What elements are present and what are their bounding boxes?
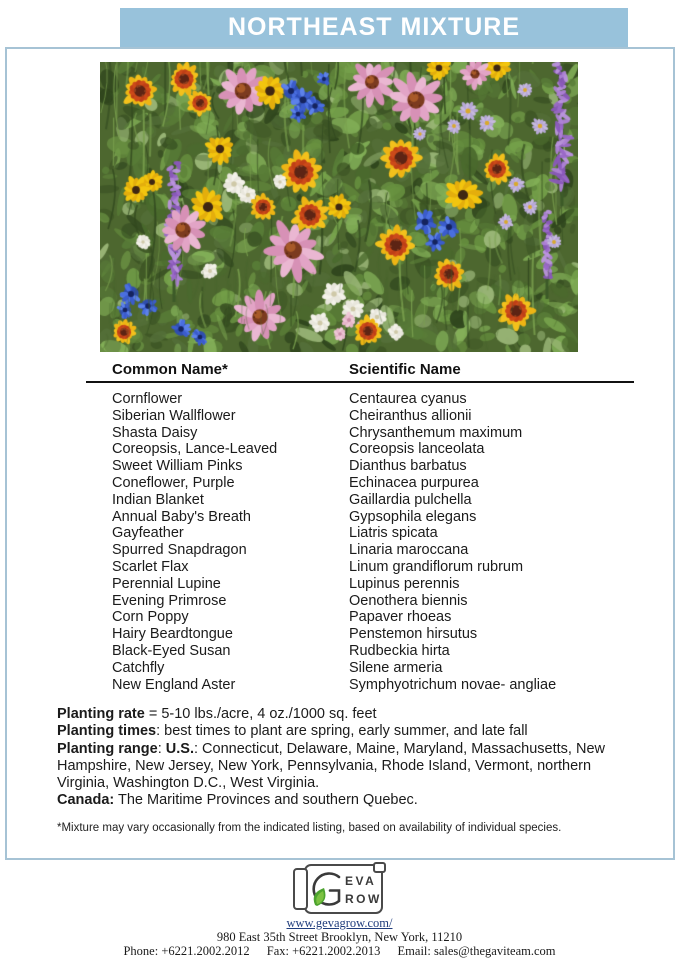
table-row — [112, 677, 637, 694]
common-name-cell: Spurred Snapdragon — [112, 542, 247, 559]
disclaimer-note: *Mixture may vary occasionally from the indicated listing, based on availability of individual species. — [57, 822, 562, 834]
table-row — [112, 643, 637, 660]
table-row — [112, 559, 637, 576]
common-name-cell: Black-Eyed Susan — [112, 642, 231, 659]
planting-line: Canada: The Maritime Provinces and southern Quebec. — [57, 792, 418, 809]
logo-carton-icon — [284, 860, 396, 918]
planting-line: Planting times: best times to plant are spring, early summer, and late fall — [57, 723, 528, 740]
table-row — [112, 626, 637, 643]
common-name-cell: Cornflower — [112, 391, 183, 407]
fax-text: Fax: +6221.2002.2013 — [266, 944, 381, 958]
table-row — [112, 408, 637, 425]
common-name-cell: Coreopsis, Lance-Leaved — [112, 441, 278, 458]
scientific-name-cell: Linaria maroccana — [349, 542, 469, 559]
scientific-name-cell: Oenothera biennis — [349, 592, 468, 609]
table-row — [112, 441, 637, 458]
common-name-cell: New England Aster — [112, 676, 236, 693]
planting-line: Planting rate = 5-10 lbs./acre, 4 oz./1000 sq. feet — [57, 706, 377, 722]
common-name-cell: Annual Baby's Breath — [112, 508, 251, 525]
table-row — [112, 492, 637, 509]
scientific-name-cell: Gypsophila elegans — [349, 508, 477, 525]
common-name-cell: Coneflower, Purple — [112, 474, 235, 491]
table-row — [112, 458, 637, 475]
table-row — [112, 425, 637, 442]
common-name-cell: Perennial Lupine — [112, 575, 221, 592]
scientific-name-cell: Linum grandiflorum rubrum — [349, 558, 524, 575]
address-line: 980 East 35th Street Brooklyn, New York, 11210 — [216, 930, 463, 944]
scientific-name-cell: Echinacea purpurea — [349, 474, 479, 491]
website-link[interactable]: www.gevagrow.com/ — [286, 916, 393, 930]
table-header-scientific-name: Scientific Name — [349, 361, 461, 378]
common-name-cell: Shasta Daisy — [112, 424, 198, 441]
common-name-cell: Hairy Beardtongue — [112, 626, 233, 643]
table-row — [112, 609, 637, 626]
scientific-name-cell: Silene armeria — [349, 659, 443, 676]
scientific-name-cell: Gaillardia pulchella — [349, 491, 472, 508]
scientific-name-cell: Penstemon hirsutus — [349, 626, 478, 643]
table-row — [112, 509, 637, 526]
contact-line — [0, 944, 679, 958]
table-row — [112, 542, 637, 559]
phone-text: Phone: +6221.2002.2012 — [123, 944, 250, 958]
table-row — [112, 391, 637, 408]
scientific-name-cell: Chrysanthemum maximum — [349, 424, 523, 441]
title-banner — [120, 8, 628, 47]
common-name-cell: Indian Blanket — [112, 491, 204, 508]
scientific-name-cell: Liatris spicata — [349, 525, 438, 542]
logo-text-row: ROW — [344, 892, 382, 906]
species-table — [112, 391, 637, 693]
table-row — [112, 593, 637, 610]
planting-info — [57, 706, 641, 810]
common-name-cell: Catchfly — [112, 659, 165, 676]
common-name-cell: Gayfeather — [112, 525, 184, 542]
scientific-name-cell: Symphyotrichum novae- angliae — [349, 676, 557, 693]
common-name-cell: Scarlet Flax — [112, 558, 189, 575]
planting-line: Planting range: U.S.: Connecticut, Delaware, Maine, Maryland, Massachusetts, New Hampshire, New Jersey, New York, Pennsylvania, Rhode Island, Vermont, northern Virginia, Washington D.C., West Virginia. — [57, 740, 605, 792]
page-title: NORTHEAST MIXTURE — [228, 13, 520, 41]
table-row — [112, 475, 637, 492]
scientific-name-cell: Papaver rhoeas — [349, 609, 452, 626]
table-row — [112, 576, 637, 593]
common-name-cell: Siberian Wallflower — [112, 407, 236, 424]
scientific-name-cell: Centaurea cyanus — [349, 391, 467, 407]
table-header-common-name: Common Name* — [112, 361, 228, 378]
common-name-cell: Evening Primrose — [112, 592, 227, 609]
scientific-name-cell: Lupinus perennis — [349, 575, 460, 592]
table-header-rule — [86, 381, 634, 383]
common-name-cell: Sweet William Pinks — [112, 458, 243, 475]
wildflower-photo — [100, 62, 578, 352]
table-row — [112, 660, 637, 677]
common-name-cell: Corn Poppy — [112, 609, 189, 626]
scientific-name-cell: Rudbeckia hirta — [349, 642, 450, 659]
table-row — [112, 525, 637, 542]
scientific-name-cell: Coreopsis lanceolata — [349, 441, 485, 458]
email-text: Email: sales@thegaviteam.com — [397, 944, 556, 958]
scientific-name-cell: Dianthus barbatus — [349, 458, 467, 475]
logo-text-eva: EVA — [344, 874, 376, 888]
brand-logo — [284, 860, 396, 923]
footer — [0, 916, 679, 958]
scientific-name-cell: Cheiranthus allionii — [349, 407, 472, 424]
